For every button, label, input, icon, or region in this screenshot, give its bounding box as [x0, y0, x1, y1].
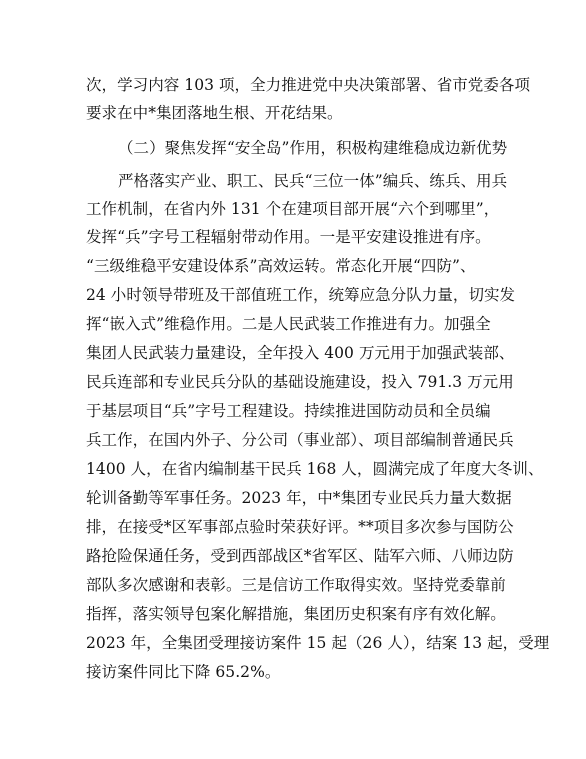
paragraph-line: 24 小时领导带班及干部值班工作，统筹应急分队力量，切实发 [86, 286, 516, 304]
paragraph-line: 路抢险保通任务，受到西部战区*省军区、陆军六师、八师边防 [86, 547, 514, 565]
paragraph-line: 2023 年，全集团受理接访案件 15 起（26 人），结案 13 起，受理 [86, 634, 550, 652]
paragraph-line: 接访案件同比下降 65.2%。 [86, 663, 281, 681]
paragraph-line: 于基层项目“兵”字号工程建设。持续推进国防动员和全员编 [86, 402, 491, 420]
paragraph-line: 指挥，落实领导包案化解措施，集团历史积案有序有效化解。 [86, 605, 506, 623]
paragraph-line: 排，在接受*区军事部点验时荣获好评。**项目多次参与国防公 [86, 518, 514, 536]
paragraph-line: 1400 人，在省内编制基干民兵 168 人，圆满完成了年度大冬训、 [86, 460, 544, 478]
paragraph-line: 严格落实产业、职工、民兵“三位一体”编兵、练兵、用兵 [118, 172, 508, 190]
paragraph-line: 兵工作，在国内外子、分公司（事业部）、项目部编制普通民兵 [86, 431, 514, 449]
paragraph-line: “三级维稳平安建设体系”高效运转。常态化开展“四防”、 [86, 257, 476, 275]
paragraph-line: 工作机制，在省内外 131 个在建项目部开展“六个到哪里”， [86, 200, 500, 218]
paragraph-line: 部队多次感谢和表彰。三是信访工作取得实效。坚持党委靠前 [86, 576, 506, 594]
paragraph-line: 发挥“兵”字号工程辐射带动作用。一是平安建设推进有序。 [86, 228, 491, 246]
paragraph-line: 集团人民武装力量建设，全年投入 400 万元用于加强武装部、 [86, 344, 515, 362]
paragraph-line: 民兵连部和专业民兵分队的基础设施建设，投入 791.3 万元用 [86, 373, 514, 391]
paragraph-line: 挥“嵌入式”维稳作用。二是人民武装工作推进有力。加强全 [86, 315, 491, 333]
paragraph-line: 次，学习内容 103 项，全力推进党中央决策部署、省市党委各项 [86, 76, 530, 94]
section-heading: （二）聚焦发挥“安全岛”作用，积极构建维稳成边新优势 [118, 139, 508, 157]
paragraph-line: 轮训备勤等军事任务。2023 年，中*集团专业民兵力量大数据 [86, 489, 512, 507]
paragraph-line: 要求在中*集团落地生根、开花结果。 [86, 104, 343, 122]
